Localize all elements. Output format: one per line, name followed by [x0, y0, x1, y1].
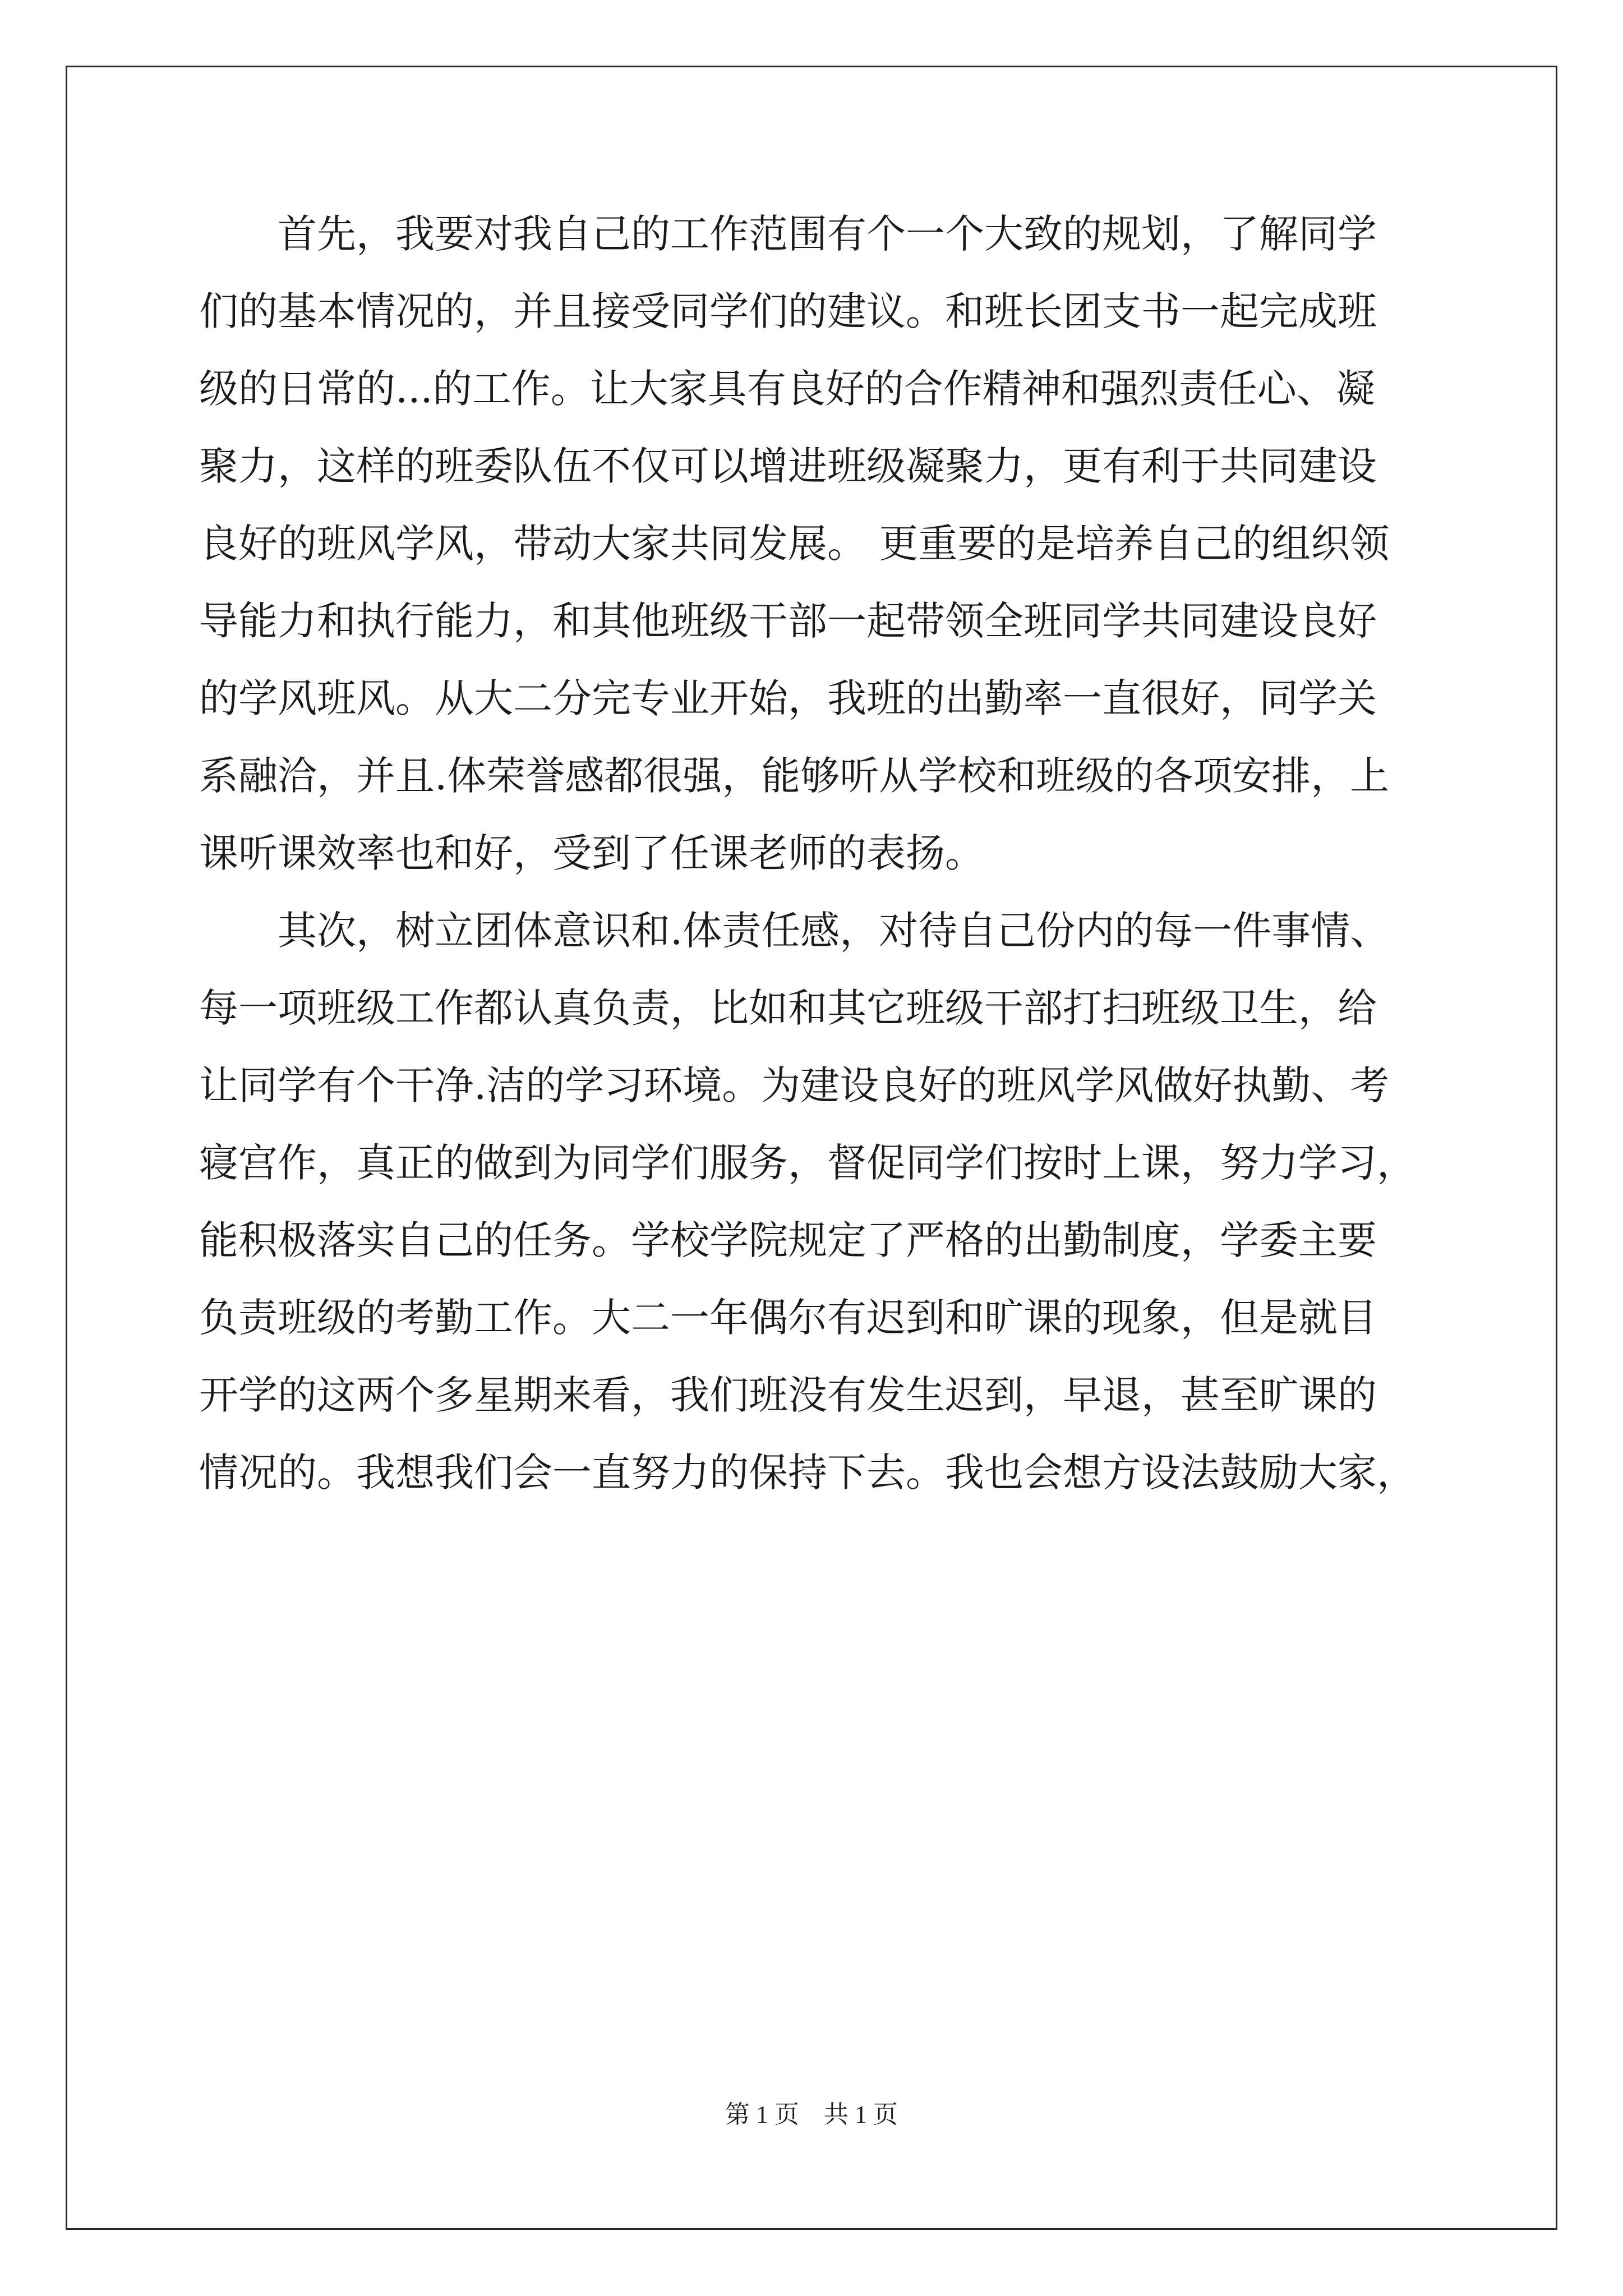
text-line: 首先，我要对我自己的工作范围有个一个大致的规划，了解同学 — [199, 211, 1377, 257]
text-line: 能积极落实自己的任务。学校学院规定了严格的出勤制度，学委主要 — [199, 1217, 1377, 1263]
text-line: 每一项班级工作都认真负责，比如和其它班级干部打扫班级卫生，给 — [199, 985, 1377, 1031]
text-line: 让同学有个干净.洁的学习环境。为建设良好的班风学风做好执勤、考 — [199, 1062, 1390, 1108]
text-line: 们的基本情况的，并且接受同学们的建议。和班长团支书一起完成班 — [199, 288, 1377, 334]
text-line: 系融洽，并且.体荣誉感都很强，能够听从学校和班级的各项安排，上 — [199, 753, 1390, 799]
text-line: 情况的。我想我们会一直努力的保持下去。我也会想方设法鼓励大家， — [199, 1450, 1416, 1496]
text-line: 课听课效率也和好，受到了任课老师的表扬。 — [199, 830, 984, 876]
text-line: 寝宫作，真正的做到为同学们服务，督促同学们按时上课，努力学习， — [199, 1140, 1416, 1186]
text-line: 聚力，这样的班委队伍不仅可以增进班级凝聚力，更有利于共同建设 — [199, 443, 1377, 489]
text-line: 其次，树立团体意识和.体责任感，对待自己份内的每一件事情、 — [199, 908, 1390, 954]
page-number-footer: 第 1 页 共 1 页 — [725, 2101, 898, 2128]
text-line: 良好的班风学风，带动大家共同发展。 更重要的是培养自己的组织领 — [199, 521, 1390, 567]
text-line: 导能力和执行能力，和其他班级干部一起带领全班同学共同建设良好 — [199, 598, 1377, 644]
text-line: 的学风班风。从大二分完专业开始，我班的出勤率一直很好，同学关 — [199, 675, 1377, 721]
text-line: 开学的这两个多星期来看，我们班没有发生迟到，早退，甚至旷课的 — [199, 1372, 1377, 1418]
text-line: 级的日常的...的工作。让大家具有良好的合作精神和强烈责任心、凝 — [199, 366, 1375, 412]
text-line: 负责班级的考勤工作。大二一年偶尔有迟到和旷课的现象，但是就目 — [199, 1295, 1377, 1341]
